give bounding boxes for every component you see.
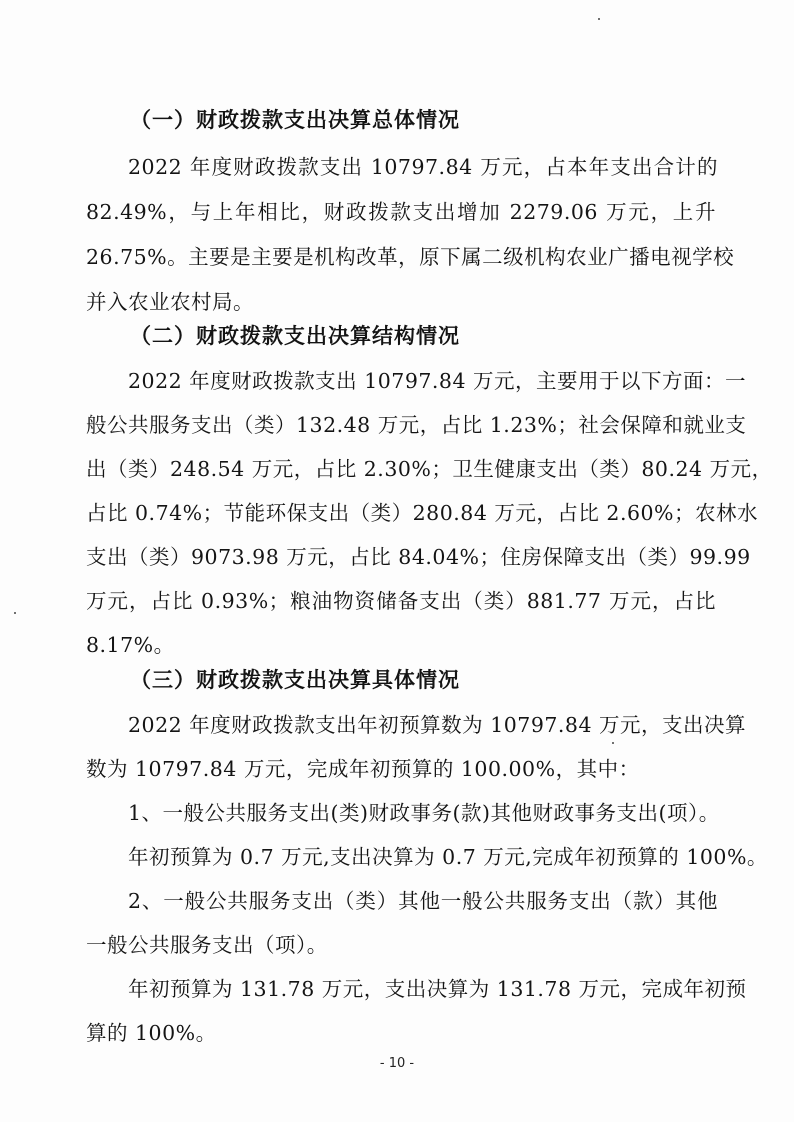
section-3-line-5: 2、一般公共服务支出（类）其他一般公共服务支出（款）其他 [128,889,718,913]
scan-speck [598,18,600,20]
section-3-line-3: 1、一般公共服务支出(类)财政事务(款)其他财政事务支出(项）。 [128,801,720,825]
section-3-line-7: 年初预算为 131.78 万元，支出决算为 131.78 万元，完成年初预 [128,977,747,1001]
section-1-line-2: 82.49%，与上年相比，财政拨款支出增加 2279.06 万元，上升 [86,200,716,224]
scan-speck [612,742,614,744]
section-2-line-5: 支出（类）9073.98 万元，占比 84.04%；住房保障支出（类）99.99 [86,545,751,569]
section-3-line-2: 数为 10797.84 万元，完成年初预算的 100.00%，其中： [86,757,640,781]
section-3-line-4: 年初预算为 0.7 万元,支出决算为 0.7 万元,完成年初预算的 100%。 [128,845,768,869]
section-heading-3: （三）财政拨款支出决算具体情况 [130,667,460,692]
section-1-line-1: 2022 年度财政拨款支出 10797.84 万元，占本年支出合计的 [128,155,718,179]
section-heading-1: （一）财政拨款支出决算总体情况 [130,107,460,132]
section-2-line-6: 万元，占比 0.93%；粮油物资储备支出（类）881.77 万元，占比 [86,589,716,613]
scan-speck [14,612,16,614]
section-1-line-4: 并入农业农村局。 [86,290,254,314]
section-3-line-8: 算的 100%。 [86,1021,217,1045]
section-3-line-6: 一般公共服务支出（项）。 [86,933,328,957]
section-heading-2: （二）财政拨款支出决算结构情况 [130,323,460,348]
section-1-line-3: 26.75%。主要是主要是机构改革，原下属二级机构农业广播电视学校 [86,245,735,269]
section-2-line-7: 8.17%。 [86,633,175,657]
section-2-line-3: 出（类）248.54 万元，占比 2.30%；卫生健康支出（类）80.24 万元， [86,457,773,481]
section-3-line-1: 2022 年度财政拨款支出年初预算数为 10797.84 万元，支出决算 [128,713,747,737]
section-2-line-1: 2022 年度财政拨款支出 10797.84 万元，主要用于以下方面：一 [128,369,747,393]
section-2-line-2: 般公共服务支出（类）132.48 万元，占比 1.23%；社会保障和就业支 [86,413,747,437]
section-2-line-4: 占比 0.74%；节能环保支出（类）280.84 万元，占比 2.60%；农林水 [86,501,759,525]
page-number: - 10 - [379,1056,415,1071]
